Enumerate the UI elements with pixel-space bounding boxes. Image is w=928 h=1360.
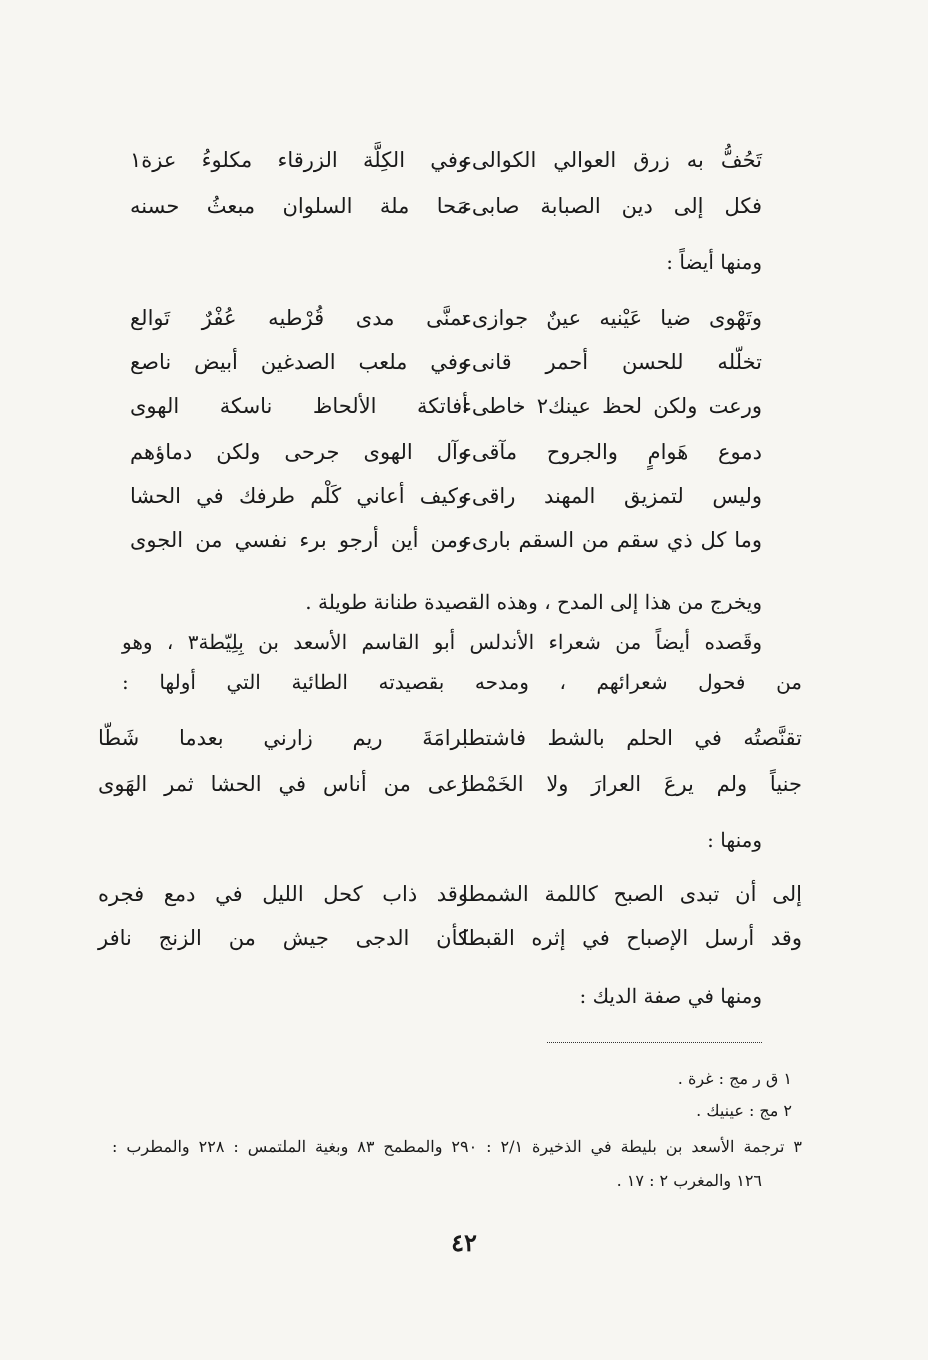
verse-hemistich-right: مَحا ملة السلوان مبعثُ حسنه (130, 194, 468, 218)
footnote-divider (547, 1042, 762, 1043)
prose-line: وقَصده أيضاً من شعراء الأندلس أبو القاسم الأسعد بن بِلِيّطة٣ ، وهو (122, 630, 762, 654)
verse-hemistich-right: ومن أين أرجو برء نفسي من الجوى (130, 528, 468, 552)
verse-hemistich-left: وقد أرسل الإصباح في إثره القبطا (462, 926, 802, 950)
verse-hemistich-left: فكل إلى دين الصبابة صابىء (462, 194, 762, 218)
verse-hemistich-right: وقد ذاب كحل الليل في دمع فجره (98, 882, 468, 906)
verse-hemistich-right: وآل الهوى جرحى ولكن دماؤهم (130, 440, 468, 464)
section-intro: ومنها في صفة الديك : (579, 984, 762, 1008)
footnote: ١ ق ر مج : غرة . (677, 1069, 792, 1088)
verse-hemistich-right: برامَةَ ريم زارني بعدما شَطّا (98, 726, 468, 750)
verse-hemistich-right: وفي الكِلَّة الزرقاء مكلوءُ عزة١ (130, 148, 468, 172)
verse-hemistich-left: وتَهْوى ضيا عَيْنيه عينٌ جوازىء (462, 306, 762, 330)
prose-line: ويخرج من هذا إلى المدح ، وهذه القصيدة طنانة طويلة . (305, 590, 762, 614)
verse-hemistich-left: جنياً ولم يرعَ العرارَ ولا الخَمْطا (462, 772, 802, 796)
verse-hemistich-right: وفي ملعب الصدغين أبيض ناصع (130, 350, 468, 374)
verse-hemistich-right: تمنَّى مدى قُرْطيه عُفْرٌ تَوالع (130, 306, 468, 330)
page-number: ٤٢ (451, 1228, 477, 1257)
verse-hemistich-right: كأن الدجى جيش من الزنج نافر (98, 926, 468, 950)
verse-hemistich-left: وما كل ذي سقم من السقم بارىء (462, 528, 762, 552)
verse-hemistich-left: ورعت ولكن لحظ عينك٢ خاطىء (462, 394, 762, 418)
verse-hemistich-left: دموع هَوامٍ والجروح مآقىء (462, 440, 762, 464)
section-intro: ومنها أيضاً : (666, 250, 762, 274)
verse-hemistich-right: وكيف أعاني كَلْم طرفك في الحشا (130, 484, 468, 508)
prose-line: من فحول شعرائهم ، ومدحه بقصيدته الطائية التي أولها : (122, 670, 802, 694)
verse-hemistich-left: تخلّله للحسن أحمر قانىء (462, 350, 762, 374)
verse-hemistich-right: رَعى من أناس في الحشا ثمر الهَوى (98, 772, 468, 796)
footnote: ٢ مج : عينيك . (696, 1101, 792, 1120)
verse-hemistich-left: تَحُفُّ به زرق العوالي الكوالىء (462, 148, 762, 172)
footnote: ١٢٦ والمغرب ٢ : ١٧ . (616, 1171, 762, 1190)
verse-hemistich-left: إلى أن تبدى الصبح كاللمة الشمطا (462, 882, 802, 906)
verse-hemistich-right: أفاتكة الألحاظ ناسكة الهوى (130, 394, 468, 418)
verse-hemistich-left: تقنَّصتُه في الحلم بالشط فاشتطا (462, 726, 802, 750)
footnote: ٣ ترجمة الأسعد بن بليطة في الذخيرة ٢/١ : ٢٩٠ والمطمح ٨٣ وبغية الملتمس : ٢٢٨ والمطرب : (112, 1137, 803, 1156)
verse-hemistich-left: وليس لتمزيق المهند راقىء (462, 484, 762, 508)
section-intro: ومنها : (707, 828, 762, 852)
